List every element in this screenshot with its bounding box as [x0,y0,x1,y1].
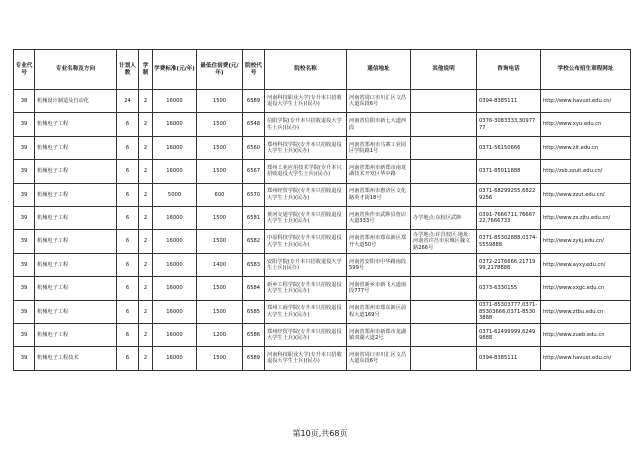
cell-phone: 0376-3083333,3097777 [477,113,541,136]
cell-code: 39 [14,323,35,346]
header-school-name: 院校名称 [265,50,347,90]
header-years: 学制 [139,50,153,90]
cell-major: 机械电子工程技术 [35,347,117,370]
cell-major: 机械电子工程 [35,136,117,159]
header-tuition: 学费标准(元/年) [153,50,197,90]
cell-plan: 6 [117,183,139,206]
table-row [14,136,631,159]
header-plan: 计划人数 [117,50,139,90]
cell-code: 38 [14,90,35,113]
cell-phone: 0371-85302888,0374-5559888 [477,230,541,253]
table-row [14,347,631,370]
cell-plan: 6 [117,300,139,323]
cell-school: 中原科技学院(专升本只招收退役大学生士兵)(民办) [265,230,347,253]
table-row [14,300,631,323]
cell-code: 39 [14,300,35,323]
cell-years: 2 [139,300,153,323]
cell-dorm: 1500 [197,136,243,159]
cell-school-code: 6589 [243,347,265,370]
cell-school: 郑州经贸学院(专升本只招收退役大学生士兵)(民办) [265,183,347,206]
cell-school-code: 6582 [243,230,265,253]
cell-phone: 0394-8385111 [477,90,541,113]
cell-notes [411,300,477,323]
cell-notes [411,347,477,370]
header-school-code: 院校代号 [243,50,265,90]
cell-address: 河南省郑州市新郑市龙湖镇双湖大道2号 [347,323,411,346]
cell-major: 机械电子工程 [35,230,117,253]
table-row [14,323,631,346]
cell-tuition: 16000 [153,136,197,159]
cell-notes: 办学地点:许昌校区 地址:河南省许昌市东城区魏文路266号 [411,230,477,253]
cell-address: 河南省周口市川汇区文昌大道东段6号 [347,90,411,113]
cell-address: 河南省郑州市郑东新区前程大道169号 [347,300,411,323]
cell-notes [411,323,477,346]
admissions-table [13,49,631,371]
cell-tuition: 16000 [153,206,197,229]
cell-years: 2 [139,113,153,136]
cell-address: 河南省郑州市马寨工业园区学院路1号 [347,136,411,159]
table-row [14,230,631,253]
table-row [14,160,631,183]
cell-major: 机械电子工程 [35,160,117,183]
cell-school: 新乡工程学院(专升本只招收退役大学生士兵)(民办) [265,277,347,300]
cell-address: 河南省新乡市新飞大道南段777号 [347,277,411,300]
cell-notes [411,253,477,276]
cell-website[interactable]: http://www.zueb.edu.cn [541,323,631,346]
cell-major: 机械电子工程 [35,206,117,229]
cell-notes [411,277,477,300]
cell-school: 信阳学院(专升本只招收退役大学生士兵)(民办) [265,113,347,136]
cell-code: 39 [14,136,35,159]
cell-dorm: 1500 [197,160,243,183]
cell-website[interactable]: http://www.havust.edu.cn/ [541,347,631,370]
cell-major: 机械电子工程 [35,113,117,136]
cell-school-code: 6586 [243,323,265,346]
cell-years: 2 [139,90,153,113]
cell-plan: 6 [117,136,139,159]
cell-dorm: 1500 [197,90,243,113]
cell-school: 河南科技职业大学(专升本只招收退役大学生士兵)(民办) [265,347,347,370]
cell-tuition: 16000 [153,277,197,300]
cell-notes [411,136,477,159]
cell-dorm: 1200 [197,323,243,346]
cell-major: 机械设计制造及自动化 [35,90,117,113]
cell-plan: 6 [117,277,139,300]
cell-tuition: 5000 [153,183,197,206]
cell-plan: 6 [117,323,139,346]
cell-tuition: 16000 [153,113,197,136]
header-website: 学校公布招生章程网址 [541,50,631,90]
cell-website[interactable]: http://www.zs.zjtu.edu.cn/ [541,206,631,229]
cell-school-code: 6570 [243,183,265,206]
cell-school-code: 6584 [243,277,265,300]
cell-school: 郑州经贸学院(专升本只招收退役大学生士兵)(民办) [265,323,347,346]
cell-plan: 6 [117,206,139,229]
cell-website[interactable]: http://www.ztbu.edu.cn [541,300,631,323]
cell-major: 机械电子工程 [35,300,117,323]
cell-tuition: 16000 [153,230,197,253]
cell-address: 河南省安阳市中华路南段599号 [347,253,411,276]
cell-tuition: 16000 [153,347,197,370]
table-body [14,90,631,371]
cell-tuition: 16000 [153,160,197,183]
cell-code: 39 [14,160,35,183]
cell-phone: 0391-7666711,7666722,7666733 [477,206,541,229]
cell-plan: 6 [117,230,139,253]
cell-website[interactable]: http://www.zzut.edu.cn/ [541,183,631,206]
cell-notes [411,183,477,206]
cell-school: 郑州科技学院(专升本只招收退役大学生士兵)(民办) [265,136,347,159]
cell-school: 黄河交通学院(专升本只招收退役大学生士兵)(民办) [265,206,347,229]
header-address: 通信地址 [347,50,411,90]
table-row [14,206,631,229]
cell-address: 河南省信阳市新七大道西段 [347,113,411,136]
cell-tuition: 16000 [153,323,197,346]
cell-plan: 6 [117,160,139,183]
cell-years: 2 [139,136,153,159]
cell-years: 2 [139,277,153,300]
cell-school-code: 6583 [243,253,265,276]
cell-phone: 0371-56150666 [477,136,541,159]
cell-dorm: 1500 [197,300,243,323]
cell-dorm: 1500 [197,113,243,136]
cell-code: 39 [14,113,35,136]
cell-plan: 6 [117,347,139,370]
cell-school-code: 6567 [243,160,265,183]
cell-tuition: 16000 [153,300,197,323]
cell-dorm: 1400 [197,253,243,276]
cell-major: 机械电子工程 [35,183,117,206]
cell-code: 39 [14,277,35,300]
cell-school-code: 6581 [243,206,265,229]
table-row [14,253,631,276]
cell-address: 河南省郑州市惠济区文化路英才街18号 [347,183,411,206]
cell-notes [411,113,477,136]
cell-website[interactable]: http://www.zit.edu.cn [541,136,631,159]
header-notes: 其他说明 [411,50,477,90]
cell-phone: 0372-2176666,2171999,2178888 [477,253,541,276]
cell-website[interactable]: http://www.ayxy.edu.cn/ [541,253,631,276]
header-phone: 咨询电话 [477,50,541,90]
table-row [14,277,631,300]
cell-years: 2 [139,160,153,183]
cell-school-code: 6548 [243,113,265,136]
cell-code: 39 [14,253,35,276]
cell-website[interactable]: http://zsb.zzuit.edu.cn/ [541,160,631,183]
cell-phone: 0371-68299255,68229256 [477,183,541,206]
cell-plan: 6 [117,253,139,276]
cell-years: 2 [139,230,153,253]
cell-years: 2 [139,323,153,346]
cell-school-code: 6560 [243,136,265,159]
cell-school: 郑州工业应用技术学院(专升本只招收退役大学生士兵)(民办) [265,160,347,183]
table-header-row [14,50,631,90]
cell-school: 河南科技职业大学(专升本只招收退役大学生士兵)(民办) [265,90,347,113]
cell-dorm: 1500 [197,230,243,253]
cell-address: 河南省郑州市新郑市南龙湖技术开发区华中路 [347,160,411,183]
cell-years: 2 [139,183,153,206]
cell-tuition: 16000 [153,253,197,276]
cell-notes [411,160,477,183]
header-dorm: 最低住宿费(元/年) [197,50,243,90]
cell-code: 39 [14,206,35,229]
cell-school-code: 6585 [243,300,265,323]
cell-phone: 0394-8385111 [477,347,541,370]
cell-website[interactable]: http://www.zykj.edu.cn/ [541,230,631,253]
cell-address: 河南省郑州市郑东新区郑开大道50号 [347,230,411,253]
cell-school: 郑州工商学院(专升本只招收退役大学生士兵)(民办) [265,300,347,323]
cell-phone: 0373-6330155 [477,277,541,300]
cell-school-code: 6589 [243,90,265,113]
cell-code: 39 [14,230,35,253]
page-number: 第10页,共68页 [292,429,348,438]
table-row [14,113,631,136]
cell-years: 2 [139,206,153,229]
cell-tuition: 16000 [153,90,197,113]
cell-code: 39 [14,347,35,370]
cell-phone: 0371-85303777,0371-85303666,0371-85303888 [477,300,541,323]
cell-notes: 办学地点:东校区武陟 [411,206,477,229]
cell-dorm: 600 [197,183,243,206]
cell-address: 河南省周口市川汇区文昌大道东段6号 [347,347,411,370]
cell-code: 39 [14,183,35,206]
header-major-name: 专业名称及方向 [35,50,117,90]
cell-dorm: 1500 [197,347,243,370]
cell-website[interactable]: http://www.xxgc.edu.cn [541,277,631,300]
header-major-code: 专业代号 [14,50,35,90]
cell-website[interactable]: http://www.havust.edu.cn/ [541,90,631,113]
cell-phone: 0371-62499999,62499888 [477,323,541,346]
cell-website[interactable]: http://www.xyu.edu.cn [541,113,631,136]
cell-notes [411,90,477,113]
cell-major: 机械电子工程 [35,253,117,276]
cell-dorm: 1500 [197,206,243,229]
cell-major: 机械电子工程 [35,323,117,346]
cell-school: 安阳学院(专升本只招收退役大学生士兵)(民办) [265,253,347,276]
cell-major: 机械电子工程 [35,277,117,300]
cell-plan: 24 [117,90,139,113]
cell-phone: 0371-85011888 [477,160,541,183]
table-row [14,183,631,206]
cell-dorm: 1500 [197,277,243,300]
cell-plan: 6 [117,113,139,136]
cell-years: 2 [139,347,153,370]
cell-address: 河南省焦作市武陟县詹店大道333号 [347,206,411,229]
table-row [14,90,631,113]
cell-years: 2 [139,253,153,276]
